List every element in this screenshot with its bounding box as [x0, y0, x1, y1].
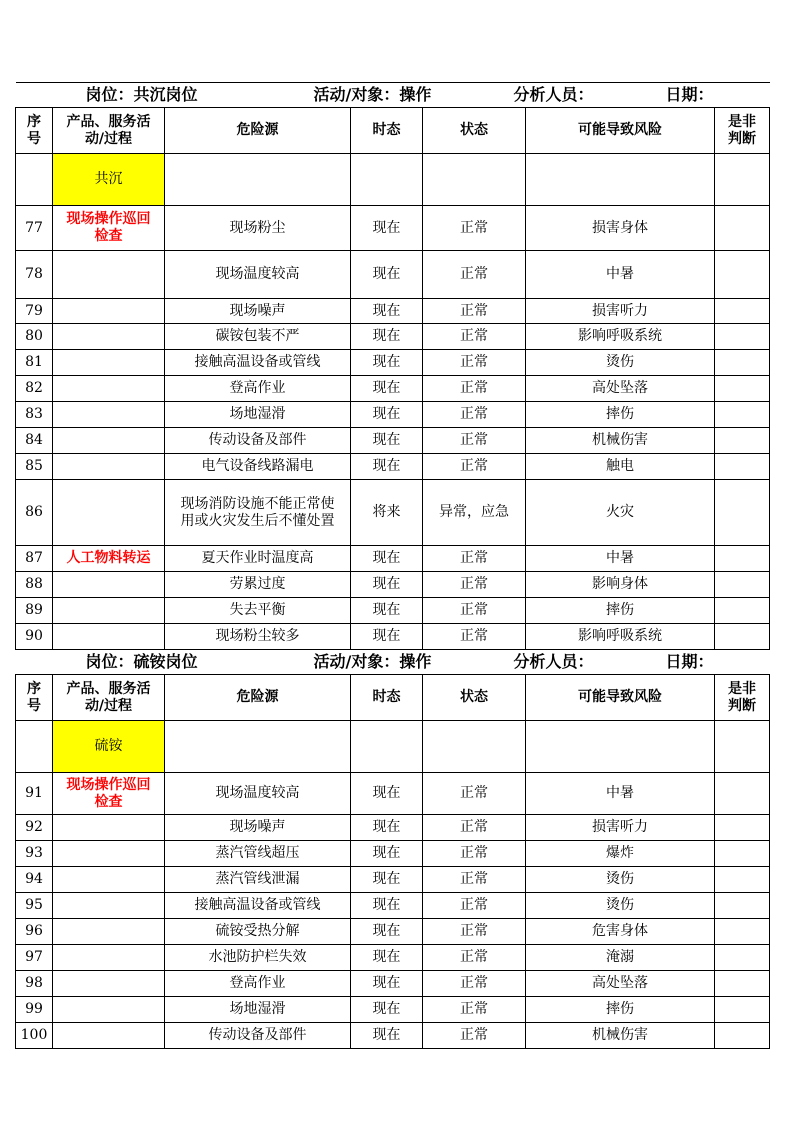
header-seq: 序 号: [16, 108, 53, 154]
row-number: 84: [16, 428, 53, 454]
row-number: 94: [16, 867, 53, 893]
row-number: 87: [16, 546, 53, 572]
row-process: [53, 971, 165, 997]
column-header-row: [16, 675, 770, 721]
row-tense: 现在: [351, 624, 423, 650]
row-risk: 烫伤: [526, 893, 715, 919]
row-process: 现场操作巡回 检查: [53, 206, 165, 251]
title-post: 岗位：共沉岗位: [85, 85, 198, 104]
header-state: 状态: [423, 108, 526, 154]
table-row: [16, 251, 770, 299]
row-process: [53, 945, 165, 971]
row-number: 91: [16, 773, 53, 815]
row-judge: [715, 841, 770, 867]
row-state: 正常: [423, 350, 526, 376]
row-tense: 现在: [351, 546, 423, 572]
table-row: [16, 893, 770, 919]
row-tense: 现在: [351, 376, 423, 402]
table-row: [16, 624, 770, 650]
row-hazard: 夏天作业时温度高: [165, 546, 351, 572]
table-row: [16, 376, 770, 402]
row-judge: [715, 428, 770, 454]
row-process: [53, 867, 165, 893]
row-risk: 烫伤: [526, 350, 715, 376]
row-judge: [715, 598, 770, 624]
row-state: 正常: [423, 324, 526, 350]
row-judge: [715, 324, 770, 350]
table-row: [16, 454, 770, 480]
row-risk: 摔伤: [526, 598, 715, 624]
row-process: [53, 480, 165, 546]
row-tense: 现在: [351, 773, 423, 815]
empty-cell: [715, 154, 770, 206]
header-judge: 是非 判断: [715, 675, 770, 721]
row-process: [53, 454, 165, 480]
row-risk: 中暑: [526, 773, 715, 815]
header-risk: 可能导致风险: [526, 108, 715, 154]
row-judge: [715, 971, 770, 997]
row-judge: [715, 997, 770, 1023]
row-process: [53, 919, 165, 945]
row-judge: [715, 572, 770, 598]
row-tense: 现在: [351, 867, 423, 893]
row-tense: 现在: [351, 997, 423, 1023]
row-tense: 现在: [351, 1023, 423, 1049]
row-state: 正常: [423, 971, 526, 997]
section-label-row: [16, 721, 770, 773]
row-number: 100: [16, 1023, 53, 1049]
table-row: [16, 997, 770, 1023]
row-judge: [715, 350, 770, 376]
empty-cell: [526, 721, 715, 773]
hazard-sheet: [15, 82, 769, 1049]
row-process: [53, 324, 165, 350]
row-risk: 机械伤害: [526, 428, 715, 454]
table-row: [16, 815, 770, 841]
row-hazard: 劳累过度: [165, 572, 351, 598]
row-hazard: 现场消防设施不能正常使 用或火灾发生后不懂处置: [165, 480, 351, 546]
row-risk: 损害听力: [526, 815, 715, 841]
table-row: [16, 324, 770, 350]
row-judge: [715, 206, 770, 251]
row-risk: 高处坠落: [526, 376, 715, 402]
row-state: 正常: [423, 624, 526, 650]
section-label: 共沉: [53, 154, 165, 206]
row-hazard: 现场温度较高: [165, 251, 351, 299]
row-judge: [715, 945, 770, 971]
row-process: [53, 893, 165, 919]
section-title: [16, 83, 770, 108]
table-row: [16, 402, 770, 428]
row-state: 正常: [423, 841, 526, 867]
empty-cell: [16, 721, 53, 773]
empty-cell: [423, 154, 526, 206]
row-hazard: 现场粉尘较多: [165, 624, 351, 650]
row-process: [53, 251, 165, 299]
row-judge: [715, 546, 770, 572]
row-hazard: 现场粉尘: [165, 206, 351, 251]
row-judge: [715, 299, 770, 324]
row-tense: 现在: [351, 815, 423, 841]
row-risk: 损害身体: [526, 206, 715, 251]
row-judge: [715, 454, 770, 480]
table-row: [16, 971, 770, 997]
row-hazard: 电气设备线路漏电: [165, 454, 351, 480]
empty-cell: [423, 721, 526, 773]
row-hazard: 蒸汽管线超压: [165, 841, 351, 867]
row-tense: 现在: [351, 841, 423, 867]
row-process: 人工物料转运: [53, 546, 165, 572]
row-tense: 现在: [351, 893, 423, 919]
row-state: 正常: [423, 815, 526, 841]
row-state: 正常: [423, 997, 526, 1023]
row-risk: 摔伤: [526, 997, 715, 1023]
row-process: [53, 997, 165, 1023]
row-process: [53, 350, 165, 376]
empty-cell: [351, 721, 423, 773]
header-risk: 可能导致风险: [526, 675, 715, 721]
row-number: 88: [16, 572, 53, 598]
table-row: [16, 299, 770, 324]
row-risk: 摔伤: [526, 402, 715, 428]
row-number: 96: [16, 919, 53, 945]
row-state: 正常: [423, 867, 526, 893]
table-row: [16, 428, 770, 454]
row-risk: 淹溺: [526, 945, 715, 971]
table-row: [16, 1023, 770, 1049]
row-tense: 现在: [351, 299, 423, 324]
row-risk: 触电: [526, 454, 715, 480]
row-tense: 将来: [351, 480, 423, 546]
row-state: 正常: [423, 206, 526, 251]
row-hazard: 场地湿滑: [165, 997, 351, 1023]
row-tense: 现在: [351, 251, 423, 299]
table-row: [16, 945, 770, 971]
row-tense: 现在: [351, 945, 423, 971]
row-tense: 现在: [351, 598, 423, 624]
row-process: [53, 841, 165, 867]
row-judge: [715, 867, 770, 893]
row-state: 正常: [423, 919, 526, 945]
row-judge: [715, 480, 770, 546]
empty-cell: [16, 154, 53, 206]
header-tense: 时态: [351, 108, 423, 154]
column-header-row: [16, 108, 770, 154]
row-number: 95: [16, 893, 53, 919]
row-number: 82: [16, 376, 53, 402]
section-title: [16, 650, 770, 675]
row-state: 正常: [423, 376, 526, 402]
row-hazard: 硫铵受热分解: [165, 919, 351, 945]
row-state: 异常，应急: [423, 480, 526, 546]
row-judge: [715, 919, 770, 945]
row-process: [53, 624, 165, 650]
row-state: 正常: [423, 428, 526, 454]
row-process: 现场操作巡回 检查: [53, 773, 165, 815]
table-row: [16, 598, 770, 624]
row-risk: 烫伤: [526, 867, 715, 893]
empty-cell: [351, 154, 423, 206]
row-risk: 中暑: [526, 546, 715, 572]
row-number: 93: [16, 841, 53, 867]
table-row: [16, 841, 770, 867]
row-risk: 影响身体: [526, 572, 715, 598]
row-state: 正常: [423, 1023, 526, 1049]
empty-cell: [165, 154, 351, 206]
row-tense: 现在: [351, 402, 423, 428]
row-number: 78: [16, 251, 53, 299]
row-tense: 现在: [351, 428, 423, 454]
row-hazard: 接触高温设备或管线: [165, 350, 351, 376]
row-risk: 高处坠落: [526, 971, 715, 997]
row-hazard: 现场噪声: [165, 815, 351, 841]
row-number: 86: [16, 480, 53, 546]
row-number: 97: [16, 945, 53, 971]
row-number: 77: [16, 206, 53, 251]
row-judge: [715, 1023, 770, 1049]
header-process: 产品、服务活 动/过程: [53, 108, 165, 154]
row-risk: 影响呼吸系统: [526, 324, 715, 350]
table-row: [16, 773, 770, 815]
row-number: 85: [16, 454, 53, 480]
row-number: 81: [16, 350, 53, 376]
row-hazard: 现场噪声: [165, 299, 351, 324]
table-row: [16, 546, 770, 572]
row-judge: [715, 624, 770, 650]
row-hazard: 水池防护栏失效: [165, 945, 351, 971]
row-number: 98: [16, 971, 53, 997]
row-process: [53, 572, 165, 598]
row-tense: 现在: [351, 971, 423, 997]
row-process: [53, 402, 165, 428]
row-hazard: 场地湿滑: [165, 402, 351, 428]
row-risk: 中暑: [526, 251, 715, 299]
row-hazard: 碳铵包装不严: [165, 324, 351, 350]
empty-cell: [165, 721, 351, 773]
row-risk: 爆炸: [526, 841, 715, 867]
row-risk: 危害身体: [526, 919, 715, 945]
table-row: [16, 572, 770, 598]
title-date: 日期：: [665, 652, 714, 671]
header-process: 产品、服务活 动/过程: [53, 675, 165, 721]
row-number: 89: [16, 598, 53, 624]
header-tense: 时态: [351, 675, 423, 721]
header-state: 状态: [423, 675, 526, 721]
row-hazard: 蒸汽管线泄漏: [165, 867, 351, 893]
row-hazard: 现场温度较高: [165, 773, 351, 815]
row-tense: 现在: [351, 919, 423, 945]
row-hazard: 登高作业: [165, 376, 351, 402]
row-risk: 损害听力: [526, 299, 715, 324]
row-process: [53, 428, 165, 454]
row-process: [53, 376, 165, 402]
row-hazard: 接触高温设备或管线: [165, 893, 351, 919]
row-state: 正常: [423, 251, 526, 299]
section-title-row: [16, 83, 770, 108]
row-tense: 现在: [351, 324, 423, 350]
empty-cell: [526, 154, 715, 206]
row-process: [53, 299, 165, 324]
row-tense: 现在: [351, 206, 423, 251]
row-judge: [715, 893, 770, 919]
row-judge: [715, 815, 770, 841]
row-state: 正常: [423, 454, 526, 480]
title-date: 日期：: [665, 85, 714, 104]
row-process: [53, 1023, 165, 1049]
row-state: 正常: [423, 402, 526, 428]
section-label-row: [16, 154, 770, 206]
title-analyst: 分析人员：: [513, 652, 594, 671]
row-process: [53, 815, 165, 841]
row-judge: [715, 773, 770, 815]
row-number: 83: [16, 402, 53, 428]
header-hazard: 危险源: [165, 108, 351, 154]
row-number: 79: [16, 299, 53, 324]
row-judge: [715, 251, 770, 299]
row-hazard: 传动设备及部件: [165, 428, 351, 454]
hazard-table: [15, 82, 770, 1049]
table-row: [16, 350, 770, 376]
title-post: 岗位：硫铵岗位: [85, 652, 198, 671]
row-state: 正常: [423, 893, 526, 919]
row-process: [53, 598, 165, 624]
header-hazard: 危险源: [165, 675, 351, 721]
row-tense: 现在: [351, 454, 423, 480]
empty-cell: [715, 721, 770, 773]
row-number: 90: [16, 624, 53, 650]
row-number: 99: [16, 997, 53, 1023]
row-risk: 机械伤害: [526, 1023, 715, 1049]
row-risk: 影响呼吸系统: [526, 624, 715, 650]
row-state: 正常: [423, 598, 526, 624]
row-tense: 现在: [351, 572, 423, 598]
table-row: [16, 867, 770, 893]
header-seq: 序 号: [16, 675, 53, 721]
row-risk: 火灾: [526, 480, 715, 546]
row-judge: [715, 376, 770, 402]
title-analyst: 分析人员：: [513, 85, 594, 104]
row-number: 80: [16, 324, 53, 350]
header-judge: 是非 判断: [715, 108, 770, 154]
row-hazard: 传动设备及部件: [165, 1023, 351, 1049]
row-judge: [715, 402, 770, 428]
title-activity: 活动/对象：操作: [313, 652, 432, 671]
row-hazard: 登高作业: [165, 971, 351, 997]
row-state: 正常: [423, 572, 526, 598]
row-number: 92: [16, 815, 53, 841]
table-row: [16, 480, 770, 546]
table-row: [16, 919, 770, 945]
row-state: 正常: [423, 945, 526, 971]
section-title-row: [16, 650, 770, 675]
row-state: 正常: [423, 773, 526, 815]
title-activity: 活动/对象：操作: [313, 85, 432, 104]
section-label: 硫铵: [53, 721, 165, 773]
row-tense: 现在: [351, 350, 423, 376]
row-state: 正常: [423, 546, 526, 572]
table-row: [16, 206, 770, 251]
row-state: 正常: [423, 299, 526, 324]
row-hazard: 失去平衡: [165, 598, 351, 624]
